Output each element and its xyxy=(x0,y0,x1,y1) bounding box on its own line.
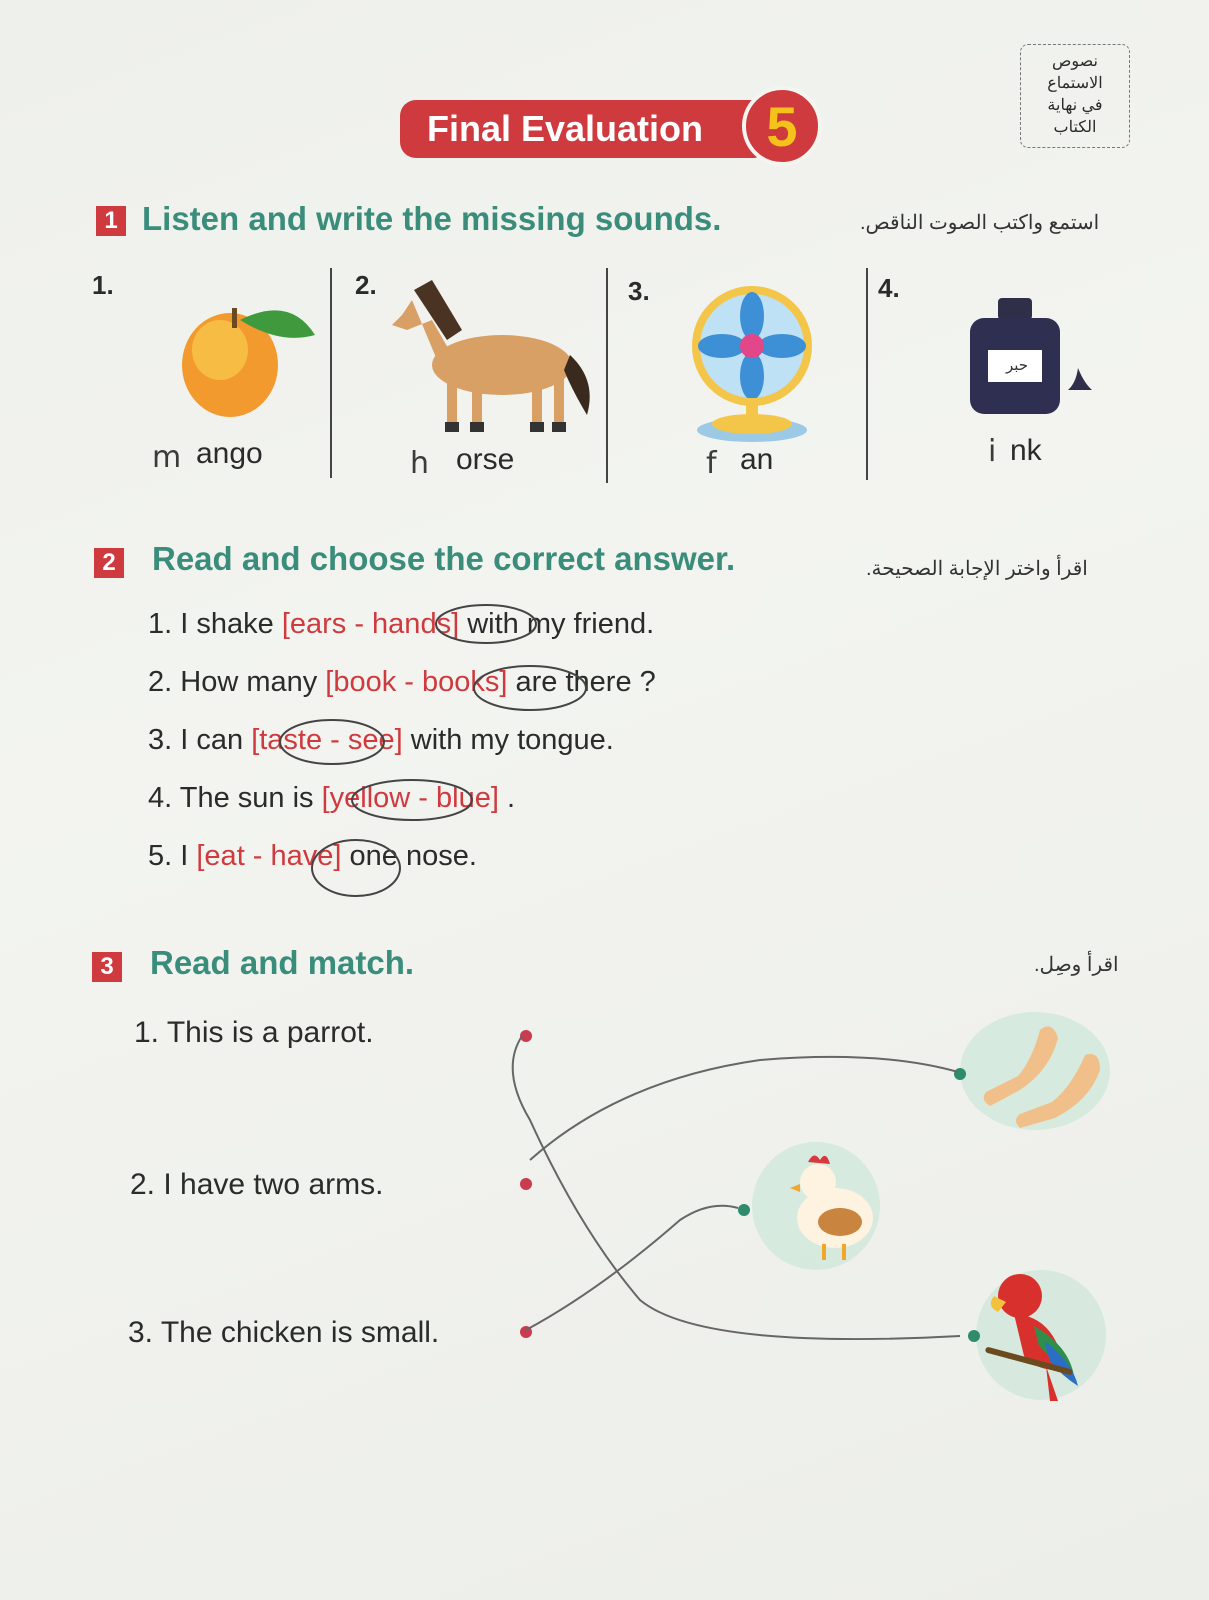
answer-options[interactable]: [taste - see] xyxy=(251,724,403,756)
unit-number: 5 xyxy=(766,94,798,158)
section1-number: 1 xyxy=(96,206,126,236)
question-text-post: with my friend. xyxy=(459,608,655,640)
item-number: 2. xyxy=(355,270,377,300)
question-text-pre: I shake xyxy=(180,608,282,640)
match-line xyxy=(526,1206,738,1330)
section2-arabic-instruction: اقرأ واختر الإجابة الصحيحة. xyxy=(866,558,1088,580)
sentence-text: I have two arms. xyxy=(163,1168,384,1201)
question-text-pre: The sun is xyxy=(179,782,322,814)
page-title-text: Final Evaluation xyxy=(426,108,704,149)
sentence-number: 1. xyxy=(134,1016,160,1049)
word-ending: ango xyxy=(196,437,263,470)
word-ending: nk xyxy=(1010,434,1042,467)
audio-note-line: نصوص xyxy=(1052,53,1098,70)
item-number: 1. xyxy=(92,270,114,300)
item-number: 4. xyxy=(878,273,900,303)
question-text-post: one nose. xyxy=(341,840,477,872)
audio-note-line: في نهاية xyxy=(1047,97,1103,114)
question-number: 2. xyxy=(148,666,173,698)
match-line xyxy=(513,1036,960,1339)
question-text-post: . xyxy=(498,782,516,814)
question-text-post: are there ? xyxy=(507,666,656,698)
question-number: 3. xyxy=(148,724,173,756)
written-letter: m xyxy=(152,440,182,475)
question-text-pre: How many xyxy=(180,666,326,698)
section2-number: 2 xyxy=(94,548,124,578)
question-number: 1. xyxy=(148,608,173,640)
word-ending: orse xyxy=(456,443,515,476)
written-letter: f xyxy=(706,446,717,481)
question-number: 5. xyxy=(148,840,173,872)
answer-options[interactable]: [book - books] xyxy=(325,666,508,698)
sentence-number: 3. xyxy=(128,1316,154,1349)
written-letter: h xyxy=(410,446,430,481)
audio-note-line: الاستماع xyxy=(1047,75,1103,92)
question-number: 4. xyxy=(148,782,173,814)
answer-options[interactable]: [ears - hands] xyxy=(281,608,460,640)
question-text-pre: I can xyxy=(180,724,252,756)
word-ending: an xyxy=(740,443,774,476)
question-text-pre: I xyxy=(180,840,197,872)
match-line xyxy=(530,1057,958,1160)
section1-title: Listen and write the missing sounds. xyxy=(142,200,722,237)
section3-arabic-instruction: اقرأ وصِل. xyxy=(1034,954,1119,976)
sentence-text: This is a parrot. xyxy=(166,1016,374,1049)
ink-label: حبر xyxy=(1006,357,1029,374)
section3-number: 3 xyxy=(92,952,122,982)
sentence-number: 2. xyxy=(130,1168,156,1201)
answer-options[interactable]: [yellow - blue] xyxy=(321,782,499,814)
section2-title: Read and choose the correct answer. xyxy=(152,540,736,577)
audio-note-line: الكتاب xyxy=(1053,119,1097,136)
question-text-post: with my tongue. xyxy=(402,724,614,756)
sentence-text: The chicken is small. xyxy=(160,1316,440,1349)
section3-title: Read and match. xyxy=(150,944,415,981)
item-number: 3. xyxy=(628,276,650,306)
answer-options[interactable]: [eat - have] xyxy=(196,840,342,872)
section1-arabic-instruction: استمع واكتب الصوت الناقص. xyxy=(860,212,1100,234)
written-letter: i xyxy=(988,434,997,469)
